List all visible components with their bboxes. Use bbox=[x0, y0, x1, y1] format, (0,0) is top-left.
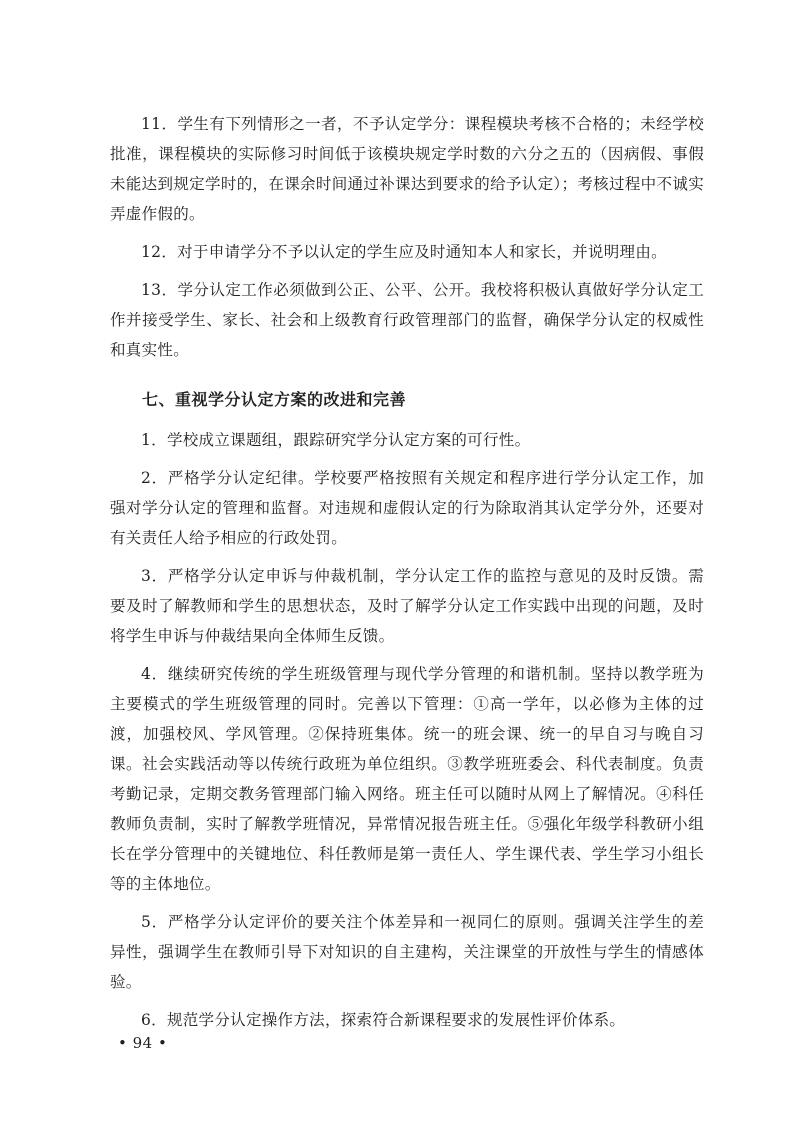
paragraph-item-12: 12．对于申请学分不予以认定的学生应及时通知本人和家长，并说明理由。 bbox=[141, 243, 667, 261]
paragraph-item-5: 5．严格学分认定评价的要关注个体差异和一视同仁的原则。强调关注学生的差异性，强调学生在教师引导下对知识的自主建构，关注课堂的开放性与学生的情感体验。 bbox=[110, 913, 704, 991]
document-page bbox=[110, 109, 704, 1043]
paragraph-item-2: 2．严格学分认定纪律。学校要严格按照有关规定和程序进行学分认定工作，加强对学分认定的管理和监督。对违规和虚假认定的行为除取消其认定学分外，还要对有关责任人给予相应的行政处罚。 bbox=[110, 469, 704, 547]
paragraph-item-4: 4．继续研究传统的学生班级管理与现代学分管理的和谐机制。坚持以教学班为主要模式的学生班级管理的同时。完善以下管理：①高一学年，以必修为主体的过渡，加强校风、学风管理。②保持班集体。统一的班会课、统一的早自习与晚自习课。社会实践活动等以传统行政班为单位组织。③教学班班委会、科代表制度。负责考勤记录，定期交教务管理部门输入网络。班主任可以随时从网上了解情况。④科任教师负责制，实时了解教学班情况，异常情况报告班主任。⑤强化年级学科教研小组长在学分管理中的关键地位、科任教师是第一责任人、学生课代表、学生学习小组长等的主体地位。 bbox=[110, 665, 704, 893]
page-number: • 94 • bbox=[118, 1034, 168, 1052]
paragraph-item-6: 6．规范学分认定操作方法，探索符合新课程要求的发展性评价体系。 bbox=[141, 1011, 626, 1029]
paragraph-item-1: 1．学校成立课题组，跟踪研究学分认定方案的可行性。 bbox=[141, 431, 531, 449]
paragraph-item-11: 11．学生有下列情形之一者，不予认定学分：课程模块考核不合格的；未经学校批准，课程模块的实际修习时间低于该模块规定学时数的六分之五的（因病假、事假未能达到规定学时的，在课余时间通过补课达到要求的给予认定）；考核过程中不诚实弄虚作假的。 bbox=[110, 115, 704, 223]
paragraph-item-13: 13．学分认定工作必须做到公正、公平、公开。我校将积极认真做好学分认定工作并接受学生、家长、社会和上级教育行政管理部门的监督，确保学分认定的权威性和真实性。 bbox=[110, 281, 704, 359]
paragraph-item-3: 3．严格学分认定申诉与仲裁机制，学分认定工作的监控与意见的及时反馈。需要及时了解教师和学生的思想状态，及时了解学分认定工作实践中出现的问题，及时将学生申诉与仲裁结果向全体师生反馈。 bbox=[110, 567, 704, 645]
section-heading: 七、重视学分认定方案的改进和完善 bbox=[142, 390, 407, 409]
